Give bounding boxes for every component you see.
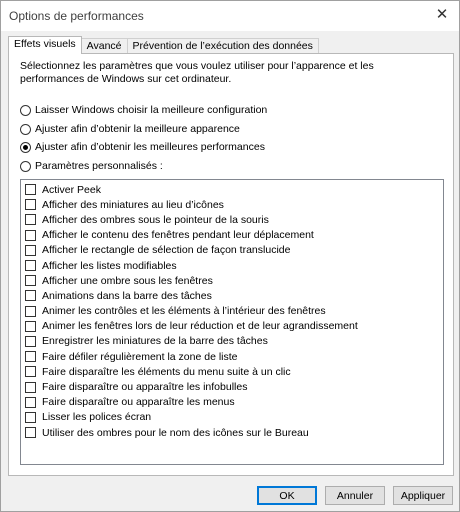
checkbox[interactable]	[25, 199, 36, 210]
effect-item[interactable]	[25, 334, 358, 349]
ok-button[interactable]: OK	[257, 486, 317, 505]
radio-button-selected[interactable]	[20, 142, 31, 153]
radio-best-appearance[interactable]	[20, 122, 240, 136]
effect-label: Afficher le contenu des fenêtres pendant leur déplacement	[42, 229, 314, 242]
checkbox[interactable]	[25, 306, 36, 317]
effect-item[interactable]	[25, 228, 358, 243]
effect-label: Faire disparaître ou apparaître les menus	[42, 396, 235, 409]
checkbox[interactable]	[25, 336, 36, 347]
effect-label: Afficher des miniatures au lieu d’icônes	[42, 198, 224, 211]
effect-label: Faire défiler régulièrement la zone de liste	[42, 350, 238, 363]
radio-label: Laisser Windows choisir la meilleure configuration	[35, 104, 268, 116]
visual-effects-panel	[8, 53, 454, 476]
radio-best-performance[interactable]	[20, 140, 265, 154]
radio-button[interactable]	[20, 161, 31, 172]
checkbox[interactable]	[25, 290, 36, 301]
radio-button[interactable]	[20, 124, 31, 135]
checkbox[interactable]	[25, 366, 36, 377]
apply-button[interactable]: Appliquer	[393, 486, 453, 505]
effect-label: Afficher le rectangle de sélection de façon translucide	[42, 244, 291, 257]
checkbox[interactable]	[25, 230, 36, 241]
checkbox[interactable]	[25, 214, 36, 225]
radio-label: Paramètres personnalisés :	[35, 160, 163, 172]
checkbox[interactable]	[25, 427, 36, 438]
checkbox[interactable]	[25, 260, 36, 271]
effect-item[interactable]	[25, 425, 358, 440]
effect-label: Animer les fenêtres lors de leur réduction et de leur agrandissement	[42, 320, 358, 333]
tab-visual-effects[interactable]: Effets visuels	[8, 36, 82, 54]
checkbox[interactable]	[25, 382, 36, 393]
effect-label: Activer Peek	[42, 183, 101, 196]
checkbox[interactable]	[25, 412, 36, 423]
checkbox[interactable]	[25, 184, 36, 195]
effect-item[interactable]	[25, 288, 358, 303]
effect-label: Animations dans la barre des tâches	[42, 289, 212, 302]
effect-item[interactable]	[25, 395, 358, 410]
checkbox[interactable]	[25, 321, 36, 332]
effect-label: Lisser les polices écran	[42, 411, 152, 424]
tab-advanced[interactable]: Avancé	[81, 38, 128, 54]
effect-item[interactable]	[25, 182, 358, 197]
radio-label: Ajuster afin d’obtenir la meilleure apparence	[35, 123, 240, 135]
effect-label: Afficher des ombres sous le pointeur de la souris	[42, 213, 269, 226]
effect-item[interactable]	[25, 273, 358, 288]
effect-label: Animer les contrôles et les éléments à l’intérieur des fenêtres	[42, 305, 326, 318]
title-bar	[1, 1, 459, 31]
effect-item[interactable]	[25, 258, 358, 273]
effect-label: Faire disparaître ou apparaître les infobulles	[42, 381, 248, 394]
radio-let-windows-choose[interactable]	[20, 103, 267, 117]
effect-item[interactable]	[25, 197, 358, 212]
checkbox[interactable]	[25, 351, 36, 362]
effect-label: Afficher les listes modifiables	[42, 259, 177, 272]
effect-label: Faire disparaître les éléments du menu suite à un clic	[42, 365, 291, 378]
effects-checklist[interactable]	[20, 179, 444, 465]
checkbox[interactable]	[25, 275, 36, 286]
radio-label: Ajuster afin d’obtenir les meilleures performances	[35, 141, 265, 153]
window-title: Options de performances	[9, 9, 144, 23]
checkbox[interactable]	[25, 245, 36, 256]
close-icon[interactable]: ✕	[435, 6, 449, 23]
effect-item[interactable]	[25, 364, 358, 379]
effect-item[interactable]	[25, 304, 358, 319]
radio-custom[interactable]	[20, 159, 163, 173]
tab-strip	[8, 36, 318, 53]
effect-item[interactable]	[25, 349, 358, 364]
checkbox[interactable]	[25, 397, 36, 408]
effect-item[interactable]	[25, 243, 358, 258]
effect-item[interactable]	[25, 410, 358, 425]
effect-label: Utiliser des ombres pour le nom des icônes sur le Bureau	[42, 426, 309, 439]
effect-label: Enregistrer les miniatures de la barre des tâches	[42, 335, 268, 348]
effects-list	[25, 182, 358, 440]
effect-label: Afficher une ombre sous les fenêtres	[42, 274, 213, 287]
intro-text: Sélectionnez les paramètres que vous voulez utiliser pour l’apparence et les performances de Windows sur cet ordinateur.	[20, 60, 374, 85]
tab-data-execution-prevention[interactable]: Prévention de l’exécution des données	[127, 38, 319, 54]
effect-item[interactable]	[25, 319, 358, 334]
radio-button[interactable]	[20, 105, 31, 116]
effect-item[interactable]	[25, 212, 358, 227]
effect-item[interactable]	[25, 379, 358, 394]
cancel-button[interactable]: Annuler	[325, 486, 385, 505]
